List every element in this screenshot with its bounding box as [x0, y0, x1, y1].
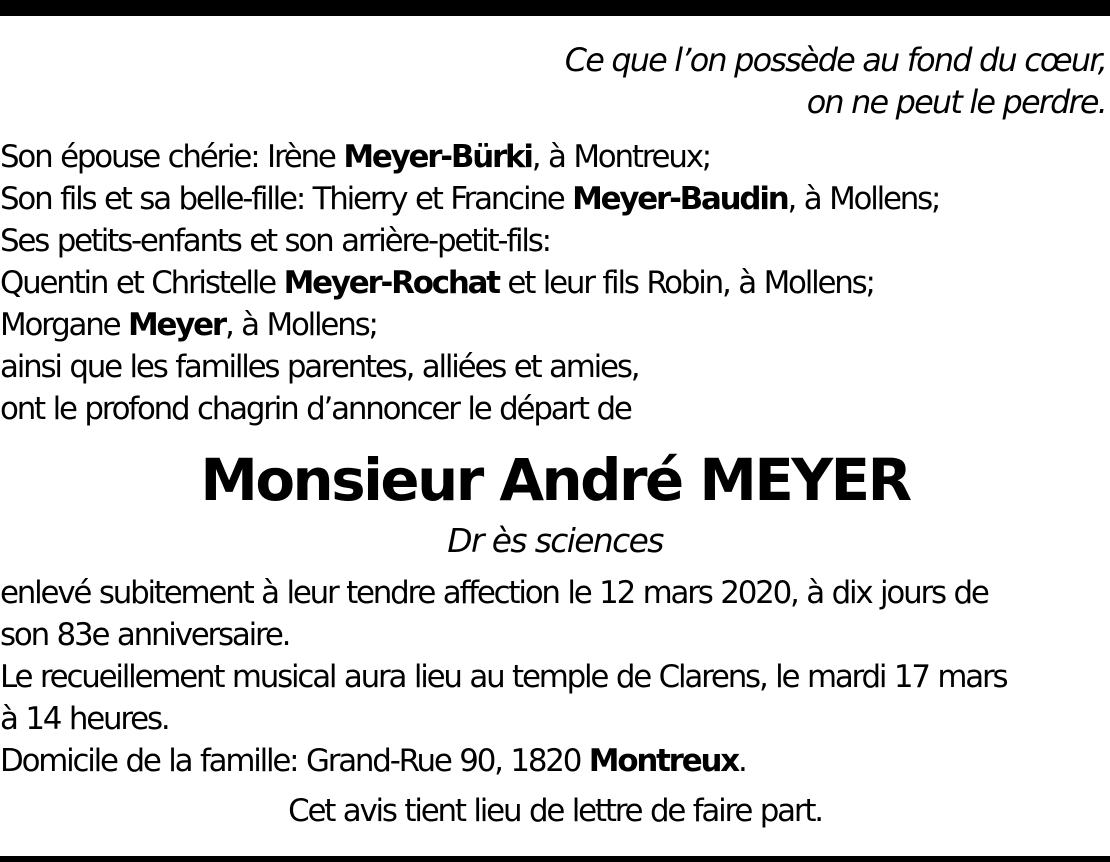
spouse-name: Meyer-Bürki	[343, 139, 532, 175]
ceremony-text-1: Le recueillement musical aura lieu au temple de Clarens, le mardi 17 mars	[0, 659, 1007, 695]
motto-line-2	[0, 83, 1110, 121]
domicile-line	[0, 743, 1110, 779]
deceased-title-text: Dr ès sciences	[447, 521, 663, 560]
announcement-line	[0, 391, 1110, 427]
grandchildren-intro-text: Ses petits-enfants et son arrière-petit-fils:	[0, 223, 550, 259]
domicile-suffix: .	[737, 743, 746, 779]
grandson-prefix: Quentin et Christelle	[0, 265, 284, 301]
ceremony-text-2: à 14 heures.	[0, 701, 169, 737]
top-border-rule	[0, 0, 1110, 16]
death-text-2: son 83e anniversaire.	[0, 617, 290, 653]
son-suffix: , à Mollens;	[787, 181, 940, 217]
relatives-line	[0, 349, 1110, 385]
family-son-line	[0, 181, 1110, 217]
footer-text: Cet avis tient lieu de lettre de faire part.	[288, 793, 822, 829]
announcement-text: ont le profond chagrin d’annoncer le départ de	[0, 391, 631, 427]
spouse-suffix: , à Montreux;	[531, 139, 710, 175]
deceased-name-text: Monsieur André MEYER	[200, 446, 910, 514]
motto-text-2: on ne peut le perdre.	[806, 83, 1106, 121]
grandchildren-intro	[0, 223, 1110, 259]
granddaughter-suffix: , à Mollens;	[224, 307, 377, 343]
motto-text-1: Ce que l’on possède au fond du cœur,	[564, 41, 1106, 79]
ceremony-line-2	[0, 701, 1110, 737]
family-granddaughter-line	[0, 307, 1110, 343]
son-prefix: Son fils et sa belle-fille: Thierry et Francine	[0, 181, 573, 217]
motto-line-1	[0, 41, 1110, 79]
granddaughter-prefix: Morgane	[0, 307, 128, 343]
death-line-1	[0, 575, 1110, 611]
footer-note	[0, 793, 1110, 829]
bottom-border-rule	[0, 856, 1110, 862]
family-grandson-line	[0, 265, 1110, 301]
domicile-prefix: Domicile de la famille: Grand-Rue 90, 1820	[0, 743, 589, 779]
grandson-suffix: et leur fils Robin, à Mollens;	[498, 265, 874, 301]
family-spouse-line	[0, 139, 1110, 175]
spouse-prefix: Son épouse chérie: Irène	[0, 139, 344, 175]
deceased-name	[0, 446, 1110, 514]
death-line-2	[0, 617, 1110, 653]
death-text-1: enlevé subitement à leur tendre affection le 12 mars 2020, à dix jours de	[0, 575, 988, 611]
granddaughter-name: Meyer	[127, 307, 225, 343]
son-name: Meyer-Baudin	[572, 181, 788, 217]
deceased-title	[0, 521, 1110, 560]
domicile-city: Montreux	[588, 743, 738, 779]
relatives-text: ainsi que les familles parentes, alliées et amies,	[0, 349, 639, 385]
ceremony-line-1	[0, 659, 1110, 695]
grandson-name: Meyer-Rochat	[283, 265, 499, 301]
